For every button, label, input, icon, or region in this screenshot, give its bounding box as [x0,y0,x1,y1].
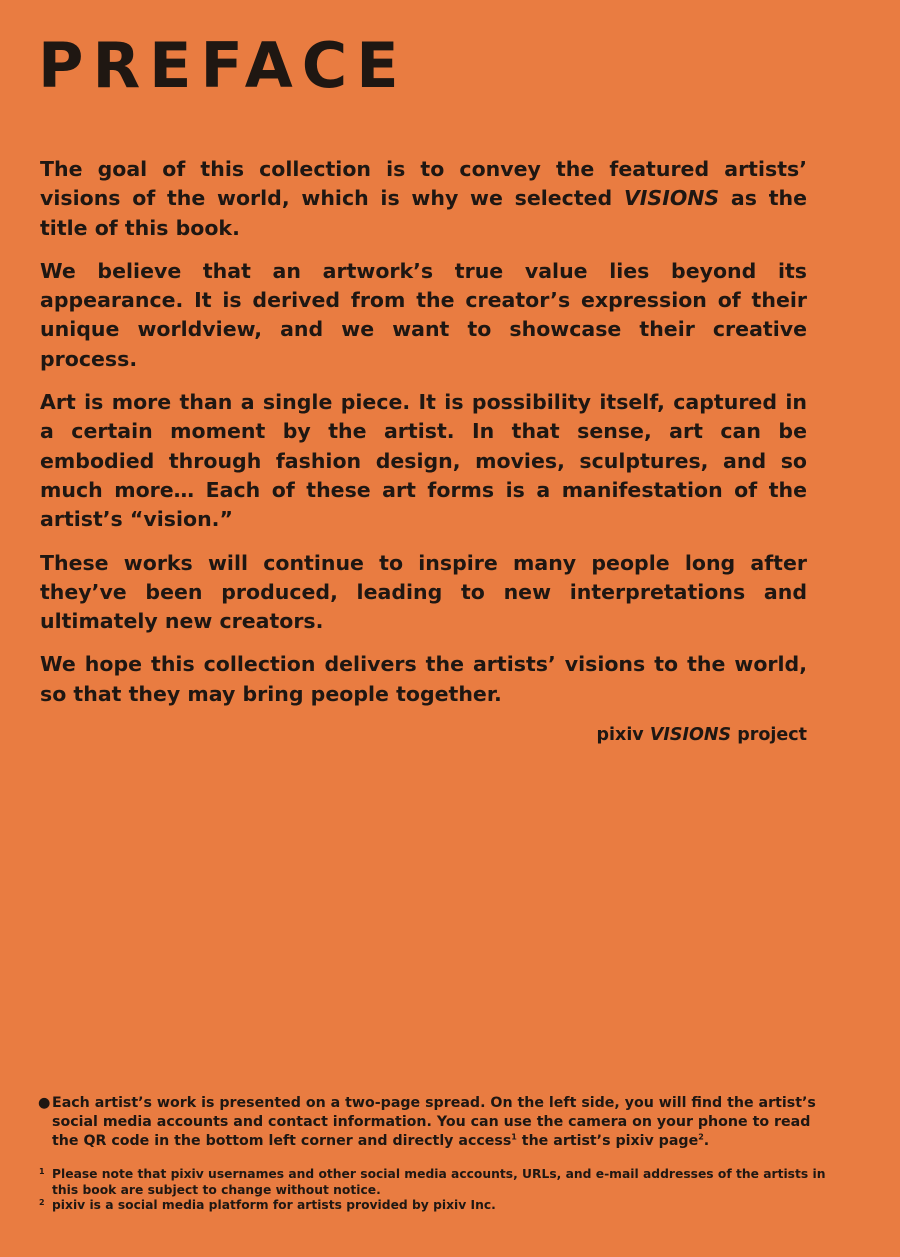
book-title-emphasis: VISIONS [623,186,720,211]
footnotes [38,1167,833,1214]
paragraph-4: These works will continue to inspire many people long after they’ve been produced, leading to new interpretations and ultimately new creators. [40,550,807,634]
paragraph-5: We hope this collection delivers the artists’ visions to the world, so that they may bring people together. [40,652,807,706]
paragraph-3: Art is more than a single piece. It is possibility itself, captured in a certain moment by the artist. In that sense, art can be embodied through fashion design, movies, sculptures, and so much more… Each of these art forms is a manifestation of the artist’s “vision.” [40,390,807,532]
bullet-icon: ● [38,1095,51,1111]
page-title: PREFACE [38,29,408,102]
paragraph-2: We believe that an artwork’s true value lies beyond its appearance. It is derived from the creator’s expression of their unique worldview, and we want to showcase their creative process. [40,258,807,371]
footnote-1: 1 Please note that pixiv usernames and other social media accounts, URLs, and e-mail addresses of the artists in this book are subject to change without notice. [39,1167,826,1197]
footnote-2: 2 pixiv is a social media platform for artists provided by pixiv Inc. [39,1198,496,1212]
preface-body [40,155,807,747]
signature: pixiv VISIONS project [596,725,807,746]
paragraph-1: The goal of this collection is to convey the featured artists’ visions of the world, which is why we selected VISIONS as the title of this book. [40,157,807,240]
note-text: Each artist’s work is presented on a two-page spread. On the left side, you will find the artist’s social media accounts and contact information. You can use the camera on your phone to read the QR code in the bottom left corner and directly access$^1$ the artist’s pixiv page$^2$. [52,1095,816,1149]
reading-note [38,1094,833,1151]
